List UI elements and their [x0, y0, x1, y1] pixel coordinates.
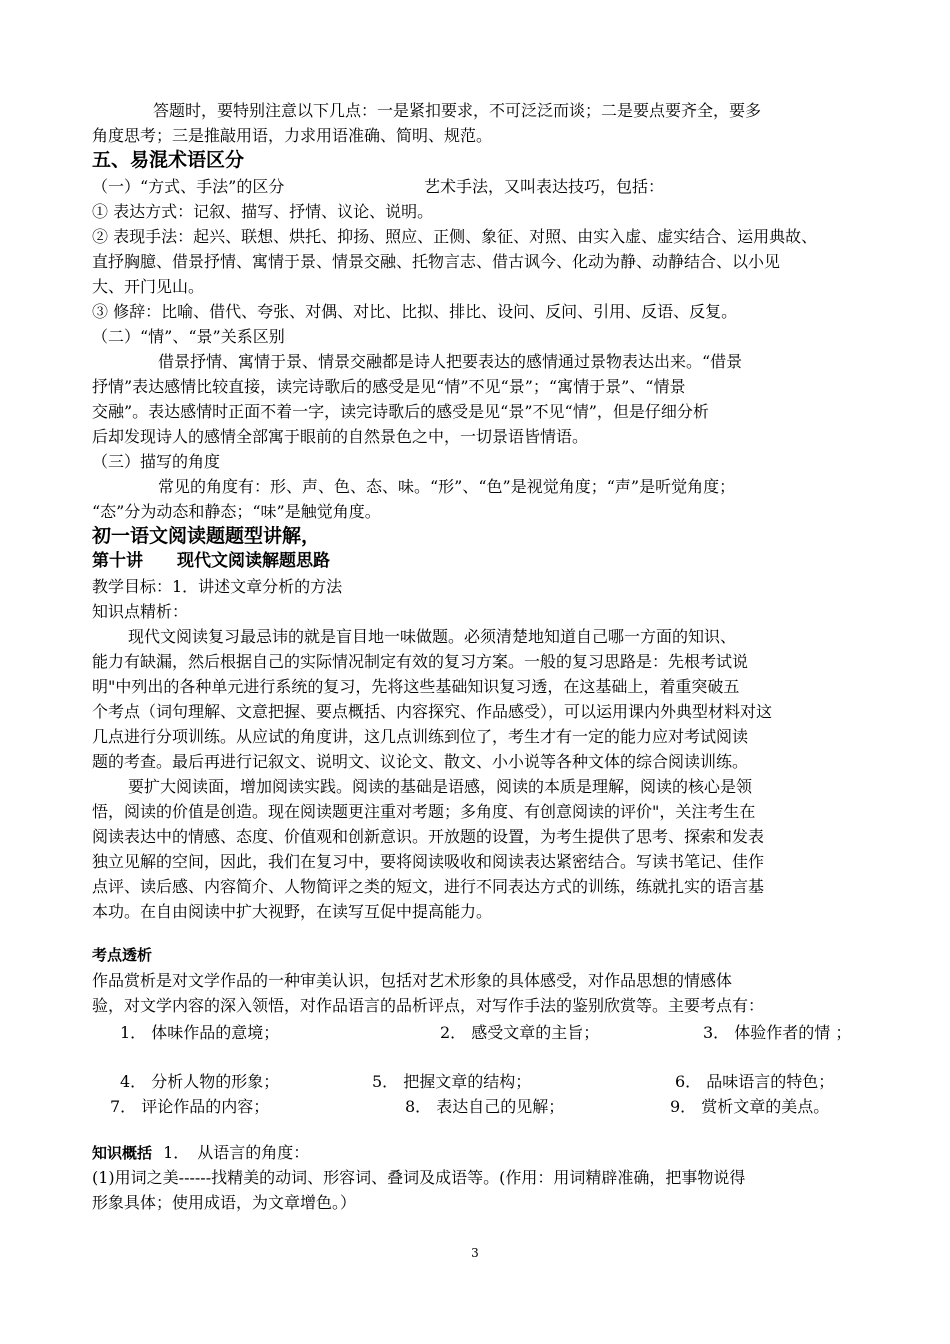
paragraph-line: 要扩大阅读面，增加阅读实践。阅读的基础是语感，阅读的本质是理解，阅读的核心是领	[128, 777, 753, 796]
paragraph-line: 阅读表达中的情感、态度、价值观和创新意识。开放题的设置，为考生提供了思考、探索和发表	[92, 827, 765, 846]
subheading-1: （一）“方式、手法”的区分	[92, 177, 285, 196]
paragraph-line: 现代文阅读复习最忌讳的就是盲目地一味做题。必须清楚地知道自己哪一方面的知识、	[128, 627, 737, 646]
paragraph-line: 独立见解的空间，因此，我们在复习中，要将阅读吸收和阅读表达紧密结合。写读书笔记、佳作	[92, 852, 765, 871]
page-number: 3	[471, 1246, 479, 1260]
item-line: ① 表达方式：记叙、描写、抒情、议论、说明。	[92, 202, 434, 221]
item-line: 大、开门见山。	[92, 277, 205, 296]
item-line: 直抒胸臆、借景抒情、寓情于景、情景交融、托物言志、借古讽今、化动为静、动静结合、以小见	[92, 252, 781, 271]
paragraph-line: 常见的角度有：形、声、色、态、味。“形”、“色”是视觉角度；“声”是听觉角度；	[158, 477, 736, 496]
paragraph-line: 抒情”表达感情比较直接，读完诗歌后的感受是见“情”不见“景”；“寓情于景”、“情景	[92, 377, 686, 396]
paragraph-line: 作品赏析是对文学作品的一种审美认识，包括对艺术形象的具体感受，对作品思想的情感体	[92, 971, 733, 990]
paragraph-line: 悟，阅读的价值是创造。现在阅读题更注重对考题；多角度、有创意阅读的评价"，关注考生在	[92, 802, 756, 821]
exam-point: 8． 表达自己的见解；	[405, 1097, 565, 1116]
paragraph-line: 借景抒情、寓情于景、情景交融都是诗人把要表达的感情通过景物表达出来。“借景	[158, 352, 743, 371]
lecture-title: 初一语文阅读题题型讲解，	[92, 525, 321, 547]
paragraph-line: 本功。在自由阅读中扩大视野，在读写互促中提高能力。	[92, 902, 493, 921]
subheading-3: （三）描写的角度	[92, 452, 221, 471]
paragraph-line: 个考点（词句理解、文意把握、要点概括、内容探究、作品感受），可以运用课内外典型材料对这	[92, 702, 773, 721]
subheading-2: （二）“情”、“景”关系区别	[92, 327, 285, 346]
kaodian-heading: 考点透析	[92, 946, 153, 964]
exam-point: 1． 体味作品的意境；	[120, 1023, 280, 1042]
summary-heading-line	[92, 1140, 309, 1166]
item-line: ② 表现手法：起兴、联想、烘托、抑扬、照应、正侧、象征、对照、由实入虚、虚实结合、运用典故、	[92, 227, 818, 246]
exam-point: 3． 体验作者的情 ；	[703, 1023, 852, 1042]
intro-line-1: 答题时，要特别注意以下几点：一是紧扣要求，不可泛泛而谈；二是要点要齐全，要多	[153, 101, 762, 120]
exam-point: 2． 感受文章的主旨；	[440, 1023, 600, 1042]
paragraph-line: 后却发现诗人的感情全部寓于眼前的自然景色之中，一切景语皆情语。	[92, 427, 589, 446]
exam-point: 9． 赏析文章的美点。	[670, 1097, 830, 1116]
knowledge-label: 知识点精析：	[92, 602, 189, 621]
paragraph-line: 明"中列出的各种单元进行系统的复习，先将这些基础知识复习透，在这基础上，着重突破五	[92, 677, 740, 696]
lecture-subtitle: 第十讲 现代文阅读解题思路	[92, 551, 330, 571]
exam-point: 4． 分析人物的形象；	[120, 1072, 280, 1091]
paragraph-line: 形象具体；使用成语，为文章增色。）	[92, 1193, 357, 1212]
summary-first: 1． 从语言的角度：	[163, 1143, 310, 1162]
subheading-1-note: 艺术手法，又叫表达技巧，包括：	[424, 177, 665, 196]
paragraph-line: 点评、读后感、内容简介、人物简评之类的短文，进行不同表达方式的训练，练就扎实的语言基	[92, 877, 765, 896]
paragraph-line: 交融”。表达感情时正面不着一字，读完诗歌后的感受是见“景”不见“情”，但是仔细分析	[92, 402, 709, 421]
paragraph-line: 几点进行分项训练。从应试的角度讲，这几点训练到位了，考生才有一定的能力应对考试阅读	[92, 727, 749, 746]
item-line: ③ 修辞：比喻、借代、夸张、对偶、对比、比拟、排比、设问、反问、引用、反语、反复。	[92, 302, 738, 321]
paragraph-line: (1)用词之美------找精美的动词、形容词、叠词及成语等。(作用：用词精辟准确，把事物说得	[92, 1168, 746, 1187]
paragraph-line: 验，对文学内容的深入领悟，对作品语言的品析评点，对写作手法的鉴别欣赏等。主要考点有：	[92, 996, 765, 1015]
paragraph-line: “态”分为动态和静态；“味”是触觉角度。	[92, 502, 381, 521]
intro-line-2: 角度思考；三是推敲用语，力求用语准确、简明、规范。	[92, 126, 493, 145]
summary-label: 知识概括	[92, 1144, 153, 1162]
teaching-goal: 教学目标：1．讲述文章分析的方法	[92, 577, 343, 596]
section-heading: 五、易混术语区分	[92, 149, 245, 171]
exam-point: 6． 品味语言的特色；	[675, 1072, 835, 1091]
exam-point: 7． 评论作品的内容；	[110, 1097, 270, 1116]
paragraph-line: 题的考查。最后再进行记叙文、说明文、议论文、散文、小小说等各种文体的综合阅读训练。	[92, 752, 749, 771]
exam-point: 5． 把握文章的结构；	[372, 1072, 532, 1091]
paragraph-line: 能力有缺漏，然后根据自己的实际情况制定有效的复习方案。一般的复习思路是：先根考试说	[92, 652, 749, 671]
